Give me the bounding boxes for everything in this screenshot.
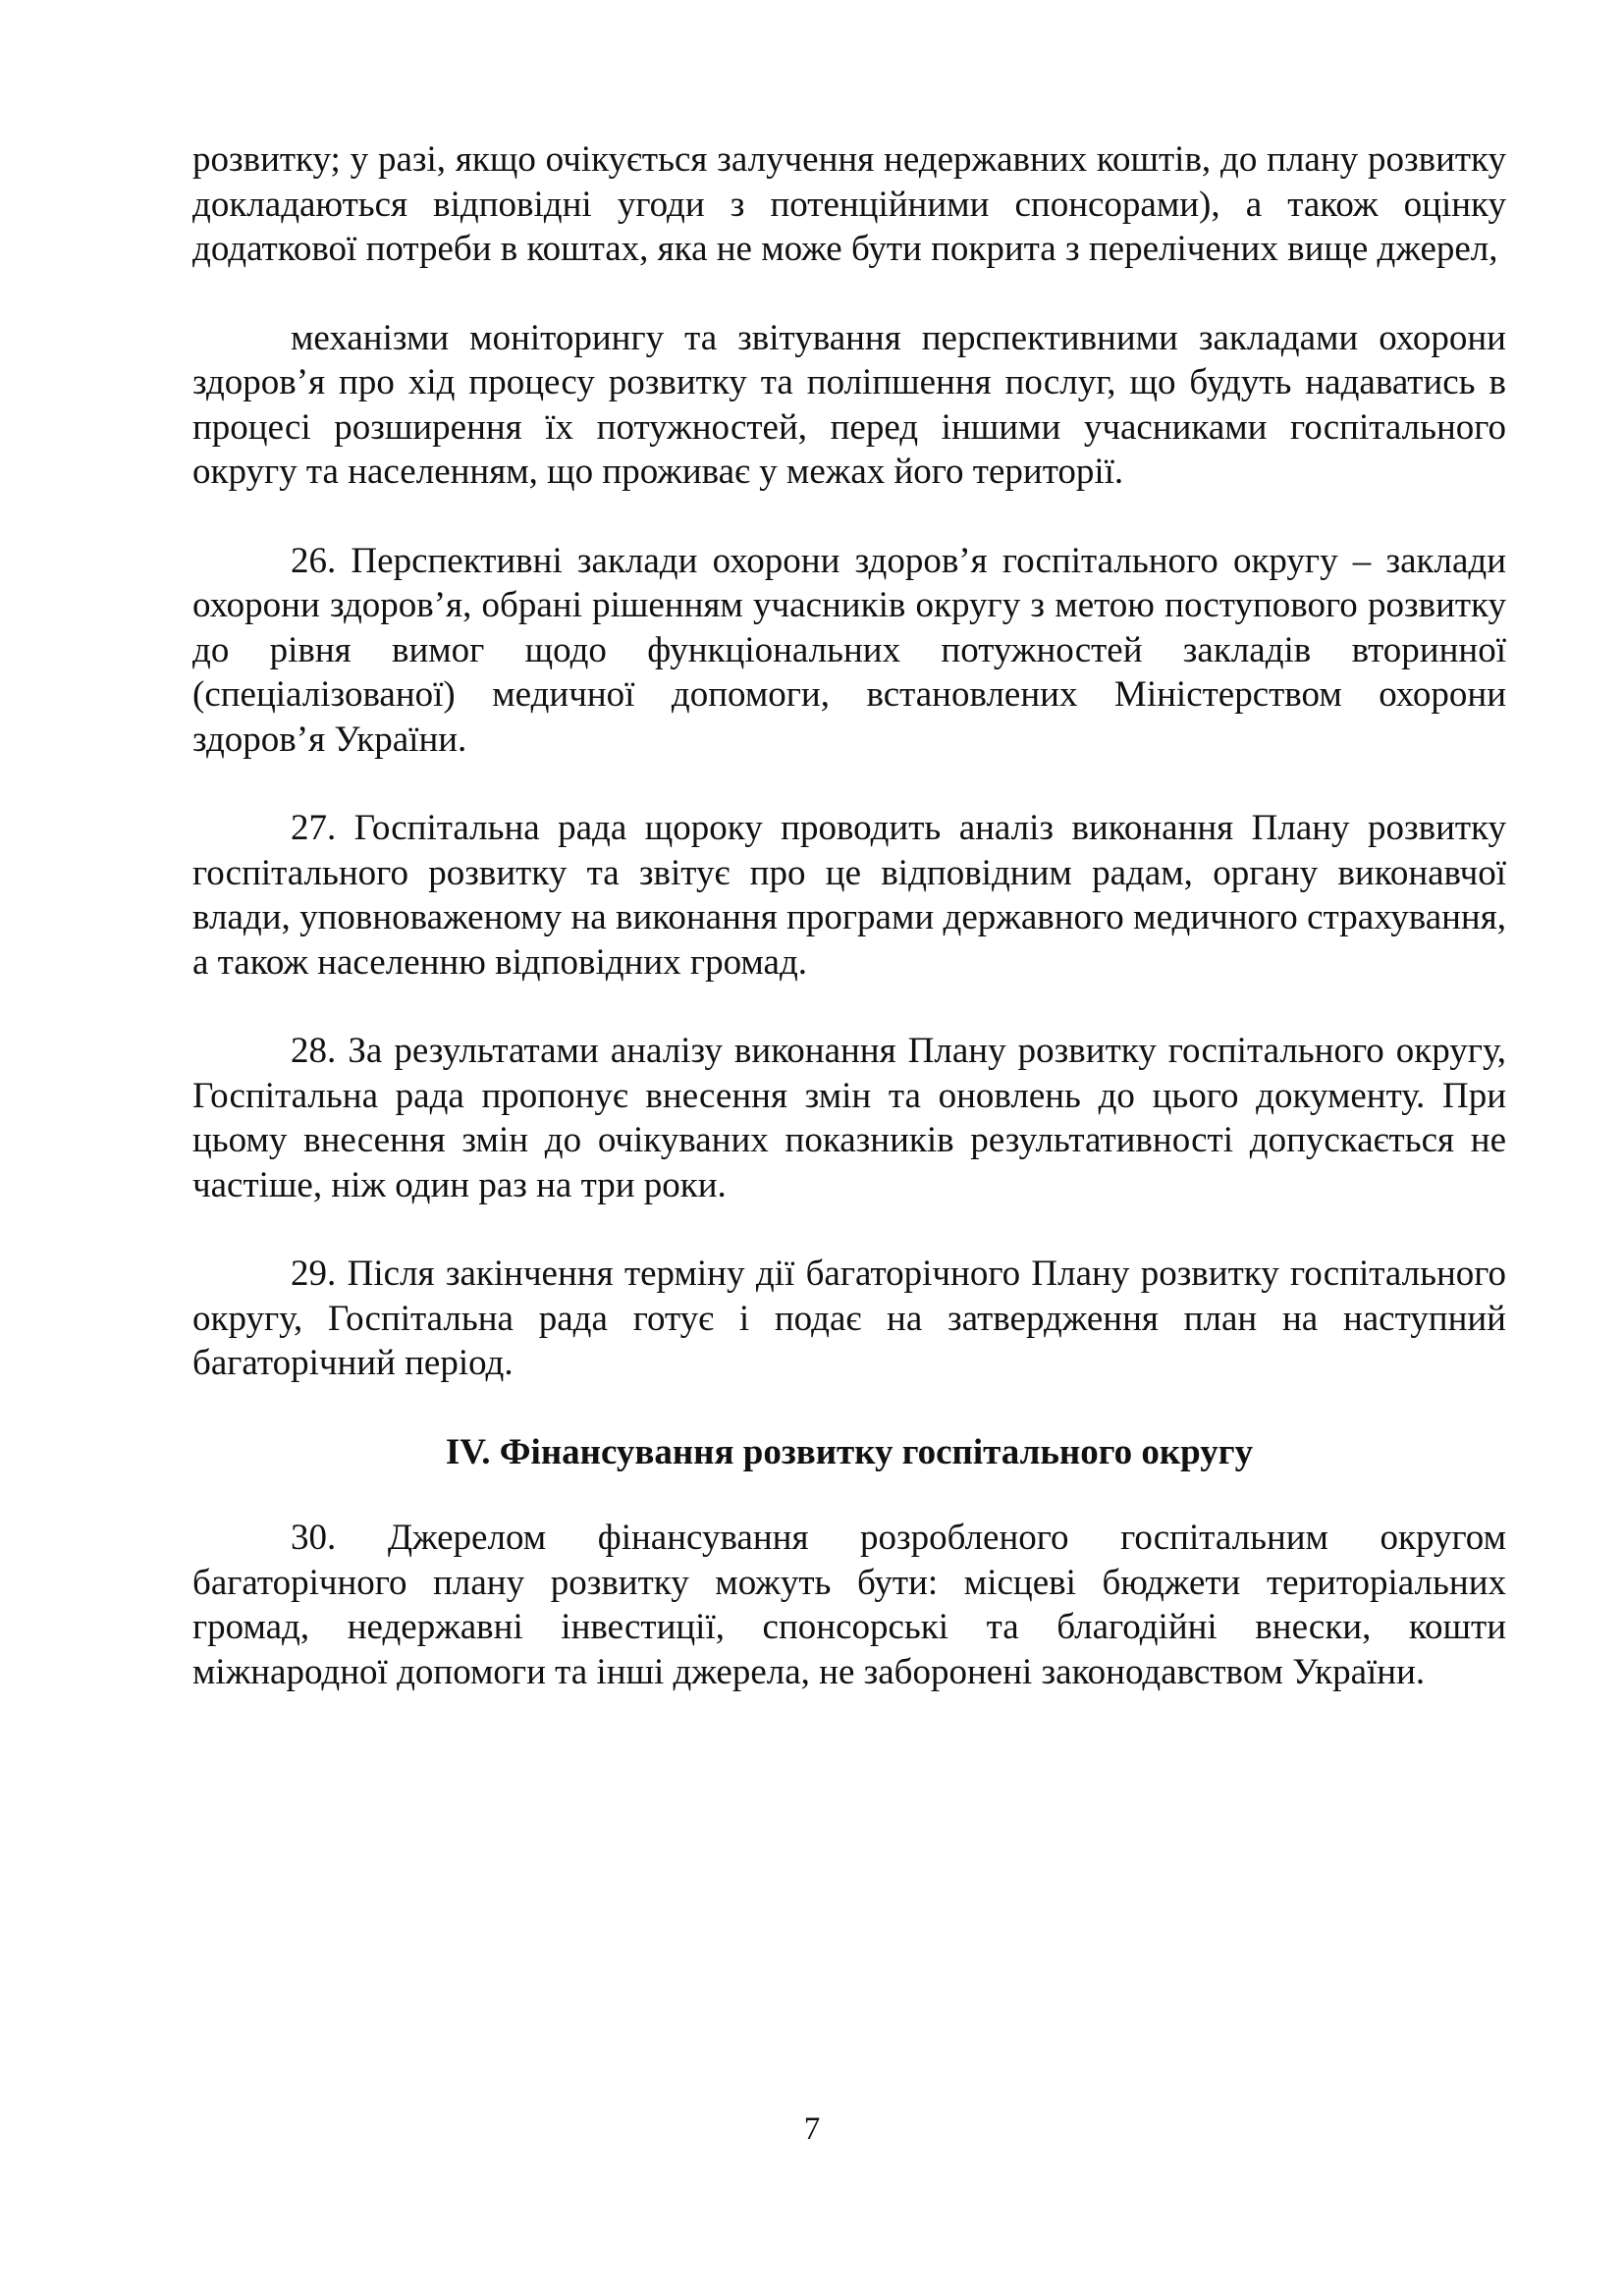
paragraph-30: 30. Джерелом фінансування розробленого госпітальним округом багаторічного плану розвитку можуть бути: місцеві бюджети територіальних громад, недержавні інвестиції, спонсорські та благодійні внески, кошти міжнародної допомоги та інші джерела, не заборонені законодавством України. bbox=[192, 1518, 1506, 1692]
paragraph-28: 28. За результатами аналізу виконання Плану розвитку госпітального округу, Госпітальна рада пропонує внесення змін та оновлень до цього документу. При цьому внесення змін до очікуваних показників результативності допускається не частіше, ніж один раз на три роки. bbox=[192, 1031, 1506, 1205]
page-number: 7 bbox=[803, 2111, 821, 2147]
paragraph-26: 26. Перспективні заклади охорони здоров’я госпітального округу – заклади охорони здоров’я, обрані рішенням учасників округу з метою поступового розвитку до рівня вимог щодо функціональних потужностей закладів вторинної (спеціалізованої) медичної допомоги, встановлених Міністерством охорони здоров’я України. bbox=[192, 540, 1506, 760]
section-heading: ІV. Фінансування розвитку госпітального округу bbox=[445, 1431, 1254, 1472]
paragraph-continuation: розвитку; у разі, якщо очікується залучення недержавних коштів, до плану розвитку докладаються відповідні угоди з потенційними спонсорами), а також оцінку додаткової потреби в коштах, яка не може бути покрита з перелічених вище джерел, bbox=[192, 139, 1506, 269]
paragraph-29: 29. Після закінчення терміну дії багаторічного Плану розвитку госпітального округу, Госпітальна рада готує і подає на затвердження план на наступний багаторічний період. bbox=[192, 1254, 1506, 1383]
document-page bbox=[192, 137, 1506, 1738]
paragraph-monitoring: механізми моніторингу та звітування перспективними закладами охорони здоров’я про хід процесу розвитку та поліпшення послуг, що будуть надаватись в процесі розширення їх потужностей, перед іншими учасниками госпітального округу та населенням, що проживає у межах його території. bbox=[192, 317, 1506, 492]
paragraph-27: 27. Госпітальна рада щороку проводить аналіз виконання Плану розвитку госпітального розвитку та звітує про це відповідним радам, органу виконавчої влади, уповноваженому на виконання програми державного медичного страхування, а також населенню відповідних громад. bbox=[192, 808, 1506, 983]
